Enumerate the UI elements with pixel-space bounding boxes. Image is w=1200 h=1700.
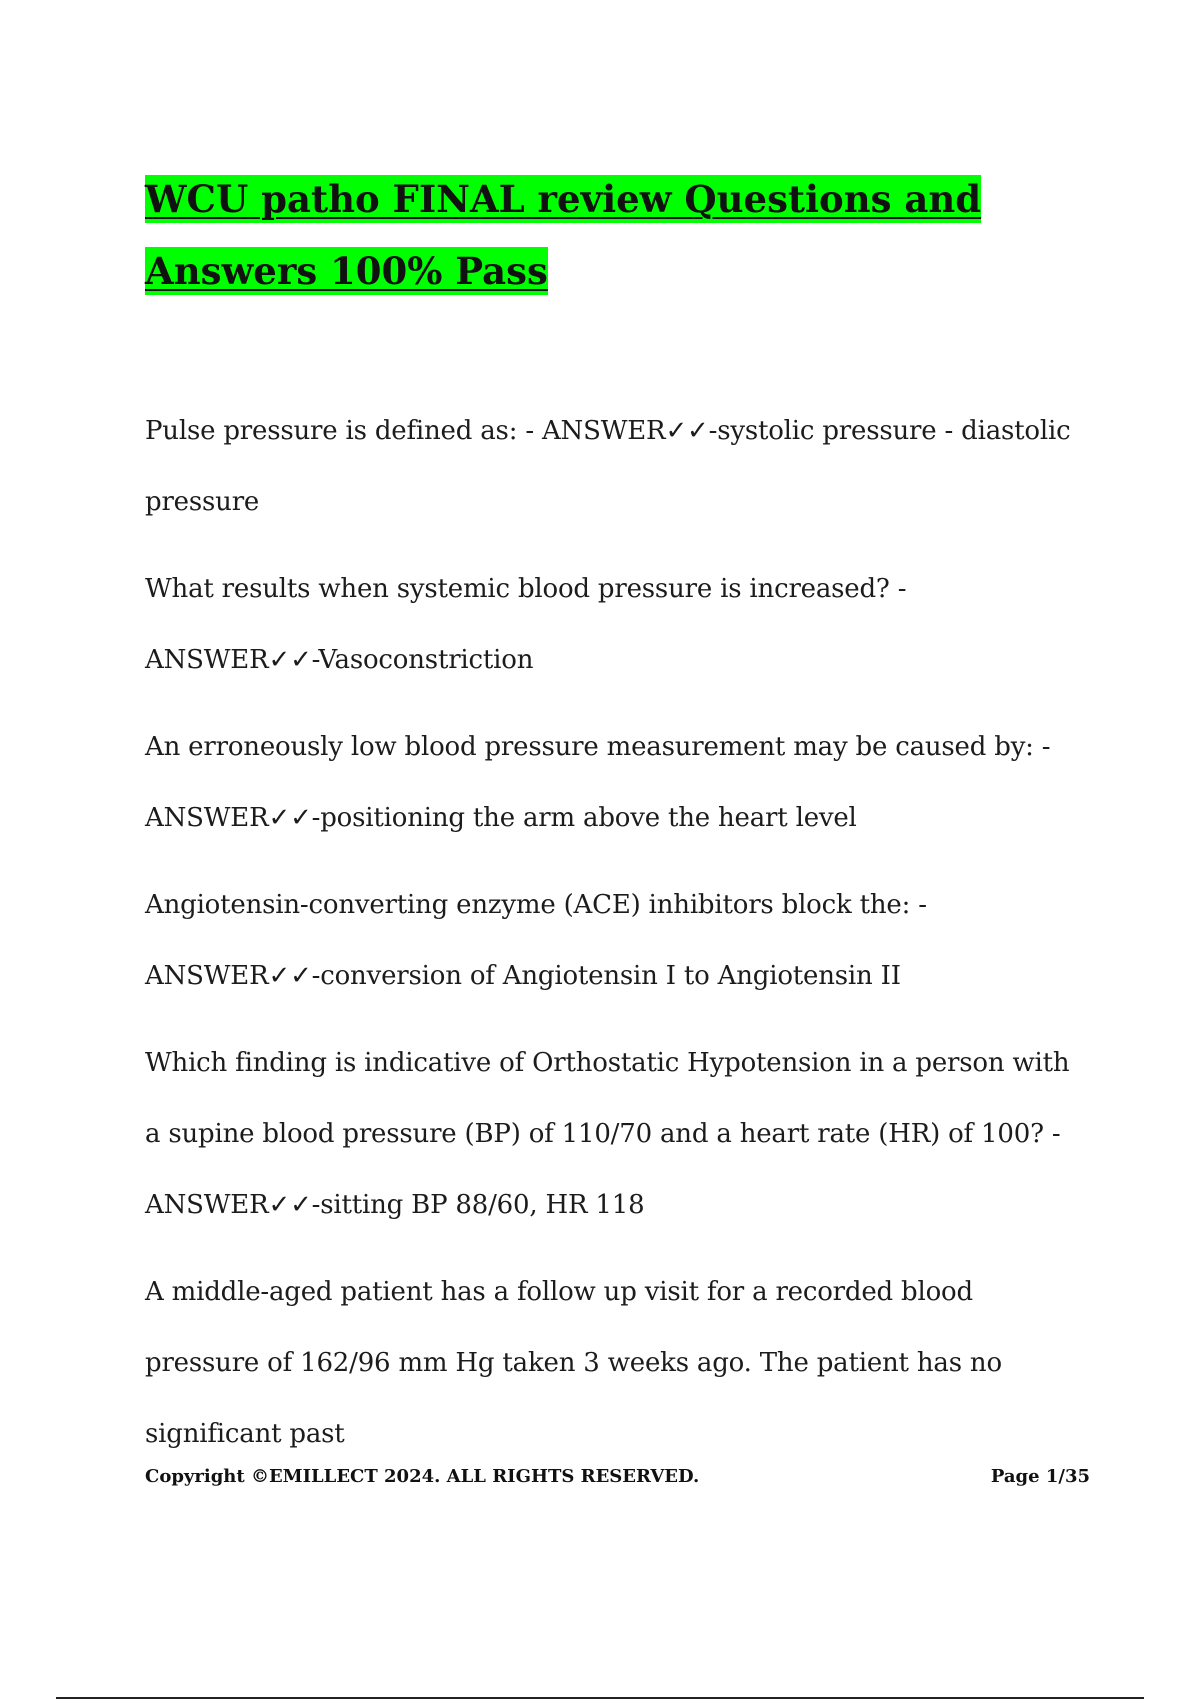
- qa-item: [145, 396, 1085, 538]
- page-footer: [145, 1466, 1090, 1487]
- question-text: Angiotensin-converting enzyme (ACE) inhibitors block the: -: [145, 890, 927, 920]
- copyright-text: Copyright ©EMILLECT 2024. ALL RIGHTS RESERVED.: [145, 1466, 700, 1487]
- answer-marker: ANSWER✓✓: [145, 803, 312, 833]
- answer-text: -sitting BP 88/60, HR 118: [311, 1190, 645, 1220]
- answer-marker: ANSWER✓✓: [541, 416, 709, 446]
- title-line-1: WCU patho FINAL review Questions and: [145, 177, 982, 221]
- page-number: Page 1/35: [990, 1466, 1090, 1487]
- question-text: A middle-aged patient has a follow up visit for a recorded blood pressure of 162/96 mm Hg taken 3 weeks ago. The patient has no significant past: [145, 1277, 1002, 1449]
- answer-text: -positioning the arm above the heart level: [311, 803, 857, 833]
- question-text: Which finding is indicative of Orthostatic Hypotension in a person with a supine blood pressure (BP) of 110/70 and a heart rate (HR) of 100? -: [145, 1048, 1070, 1149]
- answer-text: -Vasoconstriction: [311, 645, 534, 675]
- qa-item: [145, 870, 1085, 1012]
- qa-item: [145, 712, 1085, 854]
- document-title: [145, 163, 1095, 307]
- answer-marker: ANSWER✓✓: [145, 1190, 312, 1220]
- question-text: An erroneously low blood pressure measurement may be caused by: -: [145, 732, 1051, 762]
- answer-marker: ANSWER✓✓: [145, 645, 312, 675]
- qa-item: [145, 554, 1085, 696]
- answer-marker: ANSWER✓✓: [145, 961, 312, 991]
- question-text: What results when systemic blood pressure is increased? -: [145, 574, 907, 604]
- answer-text: -systolic pressure - diastolic pressure: [145, 416, 1071, 517]
- qa-item: [145, 1257, 1085, 1470]
- answer-text: -conversion of Angiotensin I to Angiotensin II: [311, 961, 901, 991]
- question-text: Pulse pressure is defined as: -: [145, 416, 542, 446]
- bottom-divider: [56, 1697, 1144, 1699]
- title-line-2: Answers 100% Pass: [145, 249, 548, 293]
- qa-list: [145, 396, 1085, 1486]
- qa-item: [145, 1028, 1085, 1241]
